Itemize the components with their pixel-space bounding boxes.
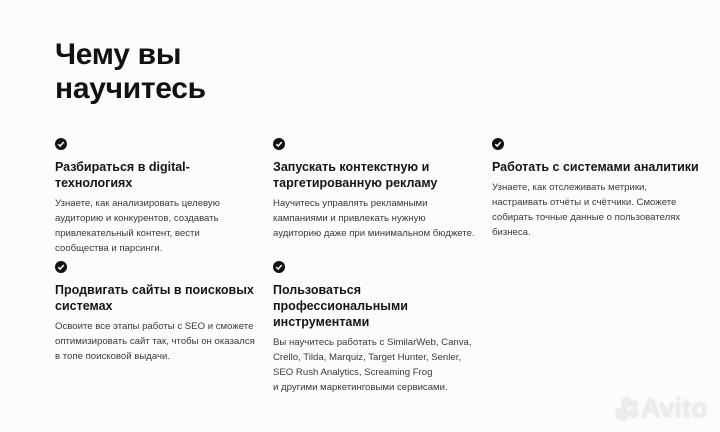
avito-wordmark: Avito xyxy=(641,393,708,423)
item-heading: Работать с системами аналитики xyxy=(492,160,699,174)
item-heading: Пользоваться профессиональными инструментами xyxy=(273,283,408,329)
avito-watermark xyxy=(616,393,708,424)
avito-dots-icon xyxy=(616,398,638,420)
item-heading: Продвигать сайты в поисковых системах xyxy=(55,283,254,313)
learning-item xyxy=(273,138,483,241)
item-description: Научитесь управлять рекламными кампаниями и привлекать нужную аудиторию даже при минимальном бюджете. xyxy=(273,198,475,239)
check-icon xyxy=(55,138,67,150)
item-description: Узнаете, как отслеживать метрики, настраивать отчёты и счётчики. Сможете собирать точные данные о пользователях бизнеса. xyxy=(492,182,681,238)
check-icon xyxy=(492,138,504,150)
learning-item xyxy=(273,261,483,395)
learning-item xyxy=(55,138,265,256)
item-heading: Разбираться в digital-технологиях xyxy=(55,160,190,190)
item-description: Освоите все этапы работы с SEO и сможете оптимизировать сайт так, чтобы он оказался в топе поисковой выдачи. xyxy=(55,321,255,362)
item-description: Вы научитесь работать с SimilarWeb, Canva, Crello, Tilda, Marquiz, Target Hunter, Senler, SEO Rush Analytics, Screaming Frog и другими маркетинговыми сервисами. xyxy=(273,337,472,393)
item-heading: Запускать контекстную и таргетированную рекламу xyxy=(273,160,438,190)
item-description: Узнаете, как анализировать целевую аудиторию и конкурентов, создавать привлекательный контент, вести сообщества и парсинги. xyxy=(55,198,220,254)
check-icon xyxy=(273,138,285,150)
check-icon xyxy=(55,261,67,273)
learning-item xyxy=(55,261,265,364)
learning-item xyxy=(492,138,702,240)
check-icon xyxy=(273,261,285,273)
page-title: Чему вы научитесь xyxy=(55,38,206,105)
